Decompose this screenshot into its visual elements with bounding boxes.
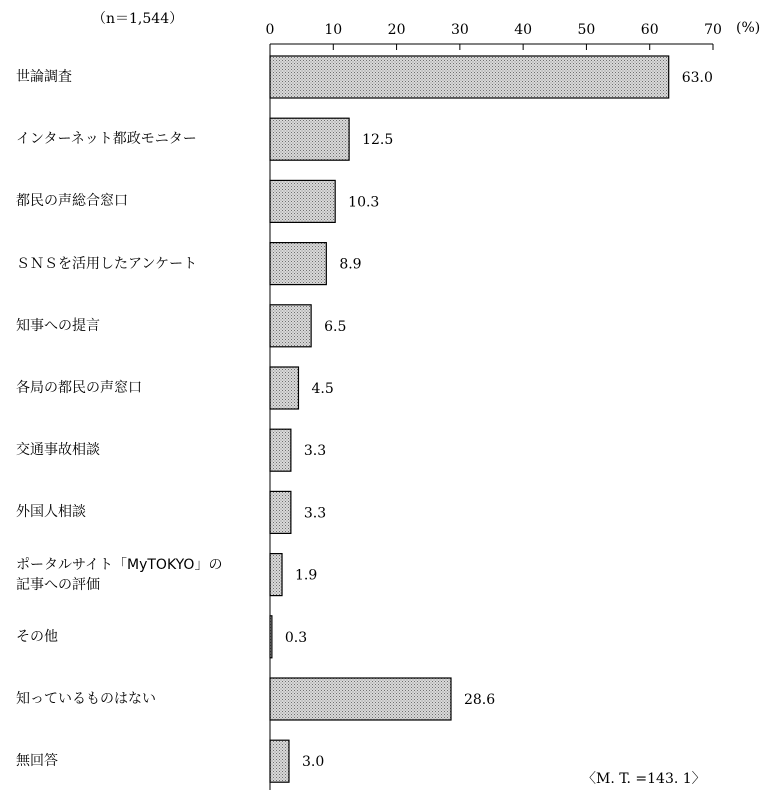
x-tick-label: 70 <box>704 22 722 38</box>
x-tick-label: 20 <box>387 22 406 38</box>
category-label: 各局の都民の声窓口 <box>16 380 142 396</box>
bar-value-label: 0.3 <box>284 629 308 646</box>
category-label: 世論調査 <box>16 69 72 85</box>
bar <box>270 554 282 596</box>
category-label: 知っているものはない <box>16 691 156 707</box>
bar <box>270 367 298 409</box>
bar <box>270 243 326 285</box>
bar-value-label: 10.3 <box>348 194 380 211</box>
bar <box>270 429 291 471</box>
sample-size-note: （n＝1,544） <box>92 11 184 27</box>
category-label: その他 <box>16 628 58 645</box>
category-label: 都民の声総合窓口 <box>16 193 128 210</box>
bar <box>270 118 349 160</box>
x-tick-label: 30 <box>450 22 469 38</box>
category-label: ＳＮＳを活用したアンケート <box>16 255 198 272</box>
bar <box>270 678 451 720</box>
bar-value-label: 4.5 <box>311 381 334 397</box>
category-label: 無回答 <box>16 753 58 770</box>
category-label: 知事への提言 <box>16 317 100 334</box>
bar <box>270 740 289 782</box>
bar-value-label: 1.9 <box>295 567 318 584</box>
bar-value-label: 3.3 <box>303 443 327 460</box>
bar-value-label: 63.0 <box>681 70 713 86</box>
bar-value-label: 3.0 <box>301 754 325 771</box>
bar-value-label: 8.9 <box>339 256 362 273</box>
category-label: 交通事故相談 <box>16 442 100 459</box>
total-mentions-note: 〈M. T. =143. 1〉 <box>582 771 706 787</box>
x-tick-label: 10 <box>324 22 343 38</box>
category-label: 外国人相談 <box>16 504 86 521</box>
x-tick-label: 0 <box>265 22 275 38</box>
x-tick-label: 40 <box>514 22 533 38</box>
bar <box>270 491 291 533</box>
bar-value-label: 28.6 <box>463 692 496 708</box>
bar-value-label: 12.5 <box>362 132 394 149</box>
x-tick-label: 50 <box>577 22 596 38</box>
bar <box>270 616 272 658</box>
bar <box>270 56 669 98</box>
category-label: ポータルサイト「MyTOKYO」の 記事への評価 <box>16 556 223 593</box>
bar <box>270 180 335 222</box>
category-label: インターネット都政モニター <box>16 131 197 148</box>
x-tick-label: 60 <box>640 22 659 38</box>
bar <box>270 305 311 347</box>
bar-value-label: 3.3 <box>303 505 327 522</box>
unit-label: (%) <box>736 20 761 36</box>
bar-value-label: 6.5 <box>324 318 347 335</box>
